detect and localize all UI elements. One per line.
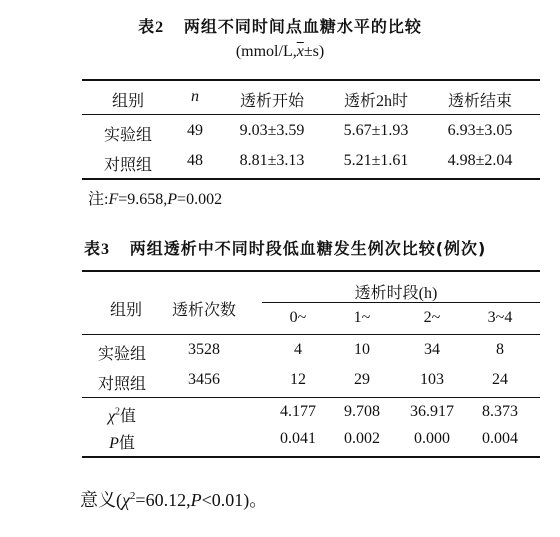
table3-p-v1: 0.002 xyxy=(344,430,380,447)
table3-header-rule xyxy=(82,334,540,335)
table2-caption-text: 两组不同时间点血糖水平的比较 xyxy=(183,17,422,36)
table3-row1-count: 3528 xyxy=(188,341,220,358)
table2-row1-end: 6.93±3.05 xyxy=(447,122,513,139)
table2-row1-start: 9.03±3.59 xyxy=(239,122,305,139)
table2-row2-end: 4.98±2.04 xyxy=(447,152,513,169)
table2-header-n: n xyxy=(191,88,199,105)
table3-p-v2: 0.000 xyxy=(414,430,450,447)
table2-caption-label: 表2 xyxy=(138,19,165,36)
table2-row2-start: 8.81±3.13 xyxy=(239,152,305,169)
table2-bottom-rule xyxy=(82,178,540,180)
table3-row1-v0: 4 xyxy=(294,341,302,358)
table3-row2-v1: 29 xyxy=(354,371,370,388)
table3-caption xyxy=(84,236,486,259)
table3-caption-text: 两组透析中不同时段低血糖发生例次比较(例次) xyxy=(129,239,487,258)
table3-row2-v0: 12 xyxy=(290,371,306,388)
table3-row1-v2: 34 xyxy=(424,341,440,358)
table3-header-period: 透析时段(h) xyxy=(354,285,438,302)
table3-row1-v1: 10 xyxy=(354,341,370,358)
table2-header-end: 透析结束 xyxy=(447,93,513,110)
table3-caption-label: 表3 xyxy=(84,241,111,258)
table2-note: 注:F=9.658,P=0.002 xyxy=(88,191,223,208)
table3-p-v3: 0.004 xyxy=(482,430,518,447)
table3-row1-v3: 8 xyxy=(496,341,504,358)
table2-row2-label: 对照组 xyxy=(103,157,153,174)
table3-period-rule xyxy=(262,302,540,303)
table2-unit: $(mmol/L,\overline{x}\pm s)$ xyxy=(235,43,325,60)
table3-chi-v0: 4.177 xyxy=(280,403,316,420)
table3-row2-v3: 24 xyxy=(492,371,508,388)
table3-row2-count: 3456 xyxy=(188,371,220,388)
table2-row2-n: 48 xyxy=(187,152,203,169)
table3-chi-v3: 8.373 xyxy=(482,403,518,420)
table3-period-0: 0~ xyxy=(289,309,307,326)
table3-p-label: P值 xyxy=(109,435,135,452)
table3-header-count: 透析次数 xyxy=(171,302,237,319)
footer-text: 意义$(\chi^2=60.12,P<0.01)$。 xyxy=(80,490,268,510)
table2-row1-2h: 5.67±1.93 xyxy=(343,122,409,139)
table2-header-2h: 透析2h时 xyxy=(343,93,409,110)
table3-row2-label: 对照组 xyxy=(97,376,147,393)
table3-period-1: 1~ xyxy=(353,309,371,326)
table3-chi-label: $\chi^2$值 xyxy=(107,406,137,425)
table3-top-rule xyxy=(82,270,540,272)
table3-chi-v1: 9.708 xyxy=(344,403,380,420)
table2-unit-xbar: $\overline{x}$ xyxy=(296,43,304,60)
table3-header-group: 组别 xyxy=(109,302,143,319)
table3-row2-v2: 103 xyxy=(420,371,444,388)
table2-row1-label: 实验组 xyxy=(103,127,153,144)
table2-header-group: 组别 xyxy=(111,93,145,110)
table2-row1-n: 49 xyxy=(187,122,203,139)
table2-header-start: 透析开始 xyxy=(239,93,305,110)
table3-row1-label: 实验组 xyxy=(97,346,147,363)
table3-stats-rule xyxy=(82,397,540,398)
table2-header-rule xyxy=(82,114,540,115)
table2-caption xyxy=(0,14,560,37)
table3-p-v0: 0.041 xyxy=(280,430,316,447)
table3-bottom-rule xyxy=(82,456,540,458)
table3-period-3: 3~4 xyxy=(487,309,513,326)
table3-chi-v2: 36.917 xyxy=(410,403,454,420)
table2-row2-2h: 5.21±1.61 xyxy=(343,152,409,169)
table3-period-2: 2~ xyxy=(423,309,441,326)
table2-top-rule xyxy=(82,79,540,81)
